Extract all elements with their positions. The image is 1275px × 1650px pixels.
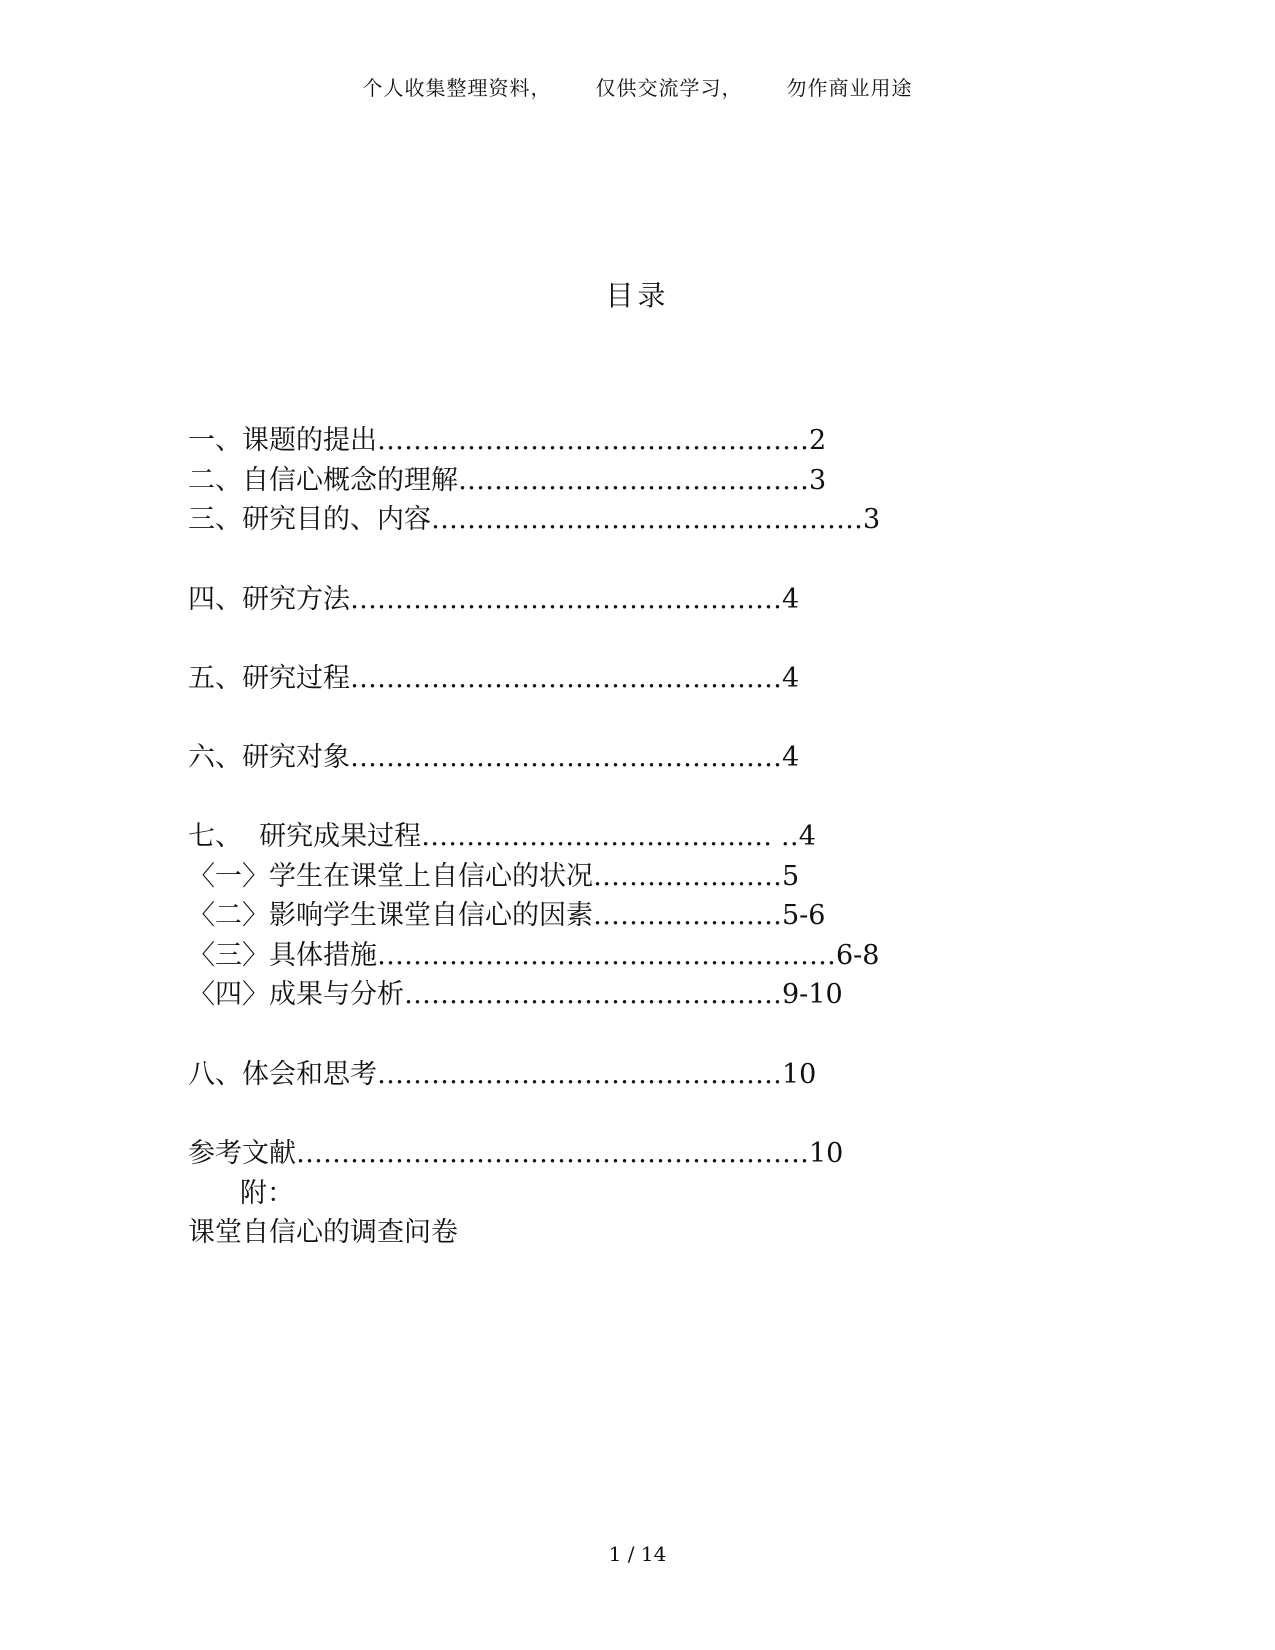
toc-entry-label: 一、课题的提出: [188, 425, 377, 456]
toc-entry: [188, 741, 799, 775]
toc-page-number: 6-8: [836, 940, 880, 971]
toc-entry: [188, 662, 799, 696]
toc-entry-label: 〈四〉成果与分析: [188, 979, 404, 1010]
toc-leader-dots: …………………………………………: [431, 504, 863, 535]
toc-entry: [188, 503, 880, 537]
toc-page-number: 4: [798, 821, 816, 852]
toc-leader-dots: ………………………………… ‥: [421, 821, 799, 852]
toc-entry: [188, 860, 799, 894]
toc-page-number: 4: [782, 742, 800, 773]
header-text-3: 勿作商业用途: [786, 76, 913, 100]
toc-entry: [188, 899, 825, 933]
header-text-1: 个人收集整理资料，: [362, 76, 552, 100]
toc-entry-label: 〈三〉具体措施: [188, 940, 377, 971]
toc-entry-label: 六、研究对象: [188, 742, 350, 773]
toc-page-number: 10: [782, 1059, 817, 1090]
toc-page-number: 3: [863, 504, 881, 535]
toc-entry-label: 五、研究过程: [188, 663, 350, 694]
appendix-label: 附：: [240, 1178, 294, 1209]
toc-entry-label: 参考文献: [188, 1138, 296, 1169]
toc-entry: [188, 820, 816, 854]
toc-leader-dots: …………………………………………: [350, 663, 782, 694]
toc-page-number: 9-10: [782, 979, 843, 1010]
toc-entry: [188, 464, 826, 498]
toc-leader-dots: …………………: [593, 900, 782, 931]
toc-entry-label: 〈一〉学生在课堂上自信心的状况: [188, 861, 593, 892]
toc-leader-dots: ……………………………………………: [377, 940, 836, 971]
toc-entry-label: 七、 研究成果过程: [188, 821, 422, 852]
toc-page-number: 2: [809, 425, 827, 456]
toc-leader-dots: …………………………………………: [350, 742, 782, 773]
toc-entry: [188, 978, 843, 1012]
toc-entry: [188, 424, 826, 458]
toc-entry: [188, 583, 799, 617]
toc-entry-label: 〈二〉影响学生课堂自信心的因素: [188, 900, 593, 931]
toc-entry-label: 三、研究目的、内容: [188, 504, 431, 535]
toc-leader-dots: …………………………………………: [350, 584, 782, 615]
toc-leader-dots: ………………………………………: [377, 1059, 782, 1090]
toc-page-number: 3: [809, 465, 827, 496]
page-header: [0, 72, 1275, 101]
toc-leader-dots: …………………………………: [458, 465, 809, 496]
toc-page-number: 10: [809, 1138, 844, 1169]
toc-entry: [188, 1058, 816, 1092]
page-title: 目录: [605, 279, 670, 312]
toc-leader-dots: …………………: [593, 861, 782, 892]
page-number-footer: 1 / 14: [608, 1542, 667, 1566]
toc-leader-dots: …………………………………………: [377, 425, 809, 456]
toc-entry: [188, 1137, 843, 1171]
toc-entry: [188, 939, 879, 973]
toc-page-number: 4: [782, 663, 800, 694]
toc-leader-dots: …………………………………………………: [296, 1138, 809, 1169]
toc-page-number: 5: [782, 861, 800, 892]
toc-page-number: 5-6: [782, 900, 826, 931]
header-text-2: 仅供交流学习，: [595, 76, 743, 100]
toc-leader-dots: ……………………………………: [404, 979, 782, 1010]
toc-page-number: 4: [782, 584, 800, 615]
toc-entry-label: 四、研究方法: [188, 584, 350, 615]
appendix-item: 课堂自信心的调查问卷: [188, 1217, 458, 1248]
toc-entry-label: 二、自信心概念的理解: [188, 465, 458, 496]
toc-entry-label: 八、体会和思考: [188, 1059, 377, 1090]
